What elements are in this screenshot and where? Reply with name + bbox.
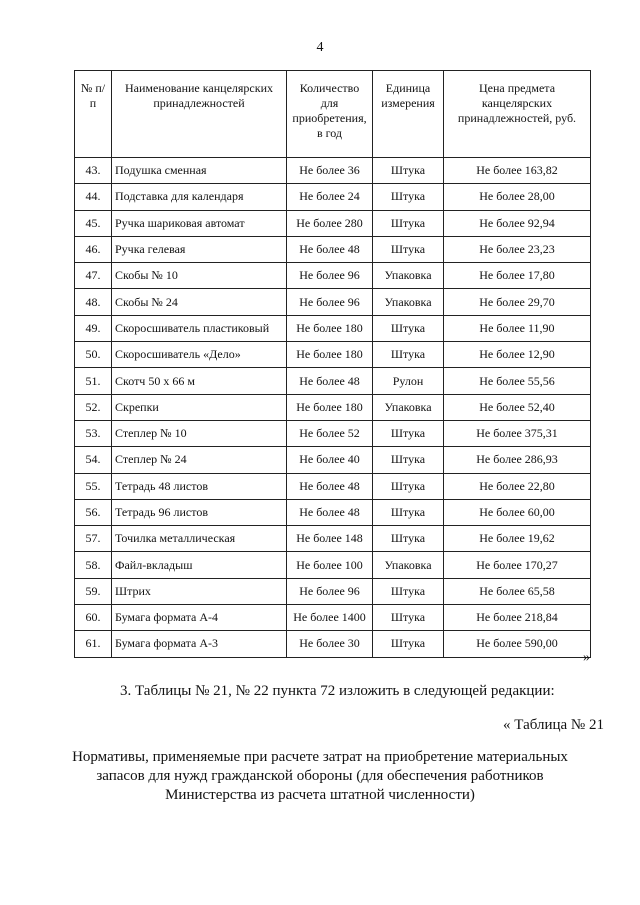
cell-name: Скоросшиватель «Дело»	[112, 342, 287, 368]
table-row	[75, 315, 591, 341]
table-body	[75, 158, 591, 658]
table-row	[75, 158, 591, 184]
cell-num: 60.	[75, 605, 112, 631]
cell-unit: Штука	[373, 184, 444, 210]
cell-name: Скоросшиватель пластиковый	[112, 315, 287, 341]
cell-price: Не более 19,62	[444, 526, 591, 552]
cell-qty: Не более 96	[287, 263, 373, 289]
table-row	[75, 526, 591, 552]
header-name: Наименование канцелярских принадлежностей	[112, 71, 287, 158]
table-row	[75, 236, 591, 262]
cell-unit: Штука	[373, 236, 444, 262]
cell-num: 58.	[75, 552, 112, 578]
cell-price: Не более 375,31	[444, 420, 591, 446]
cell-unit: Штука	[373, 473, 444, 499]
cell-unit: Штука	[373, 342, 444, 368]
cell-unit: Штука	[373, 158, 444, 184]
cell-qty: Не более 48	[287, 499, 373, 525]
table-row	[75, 368, 591, 394]
cell-qty: Не более 180	[287, 394, 373, 420]
table-row	[75, 447, 591, 473]
cell-num: 57.	[75, 526, 112, 552]
cell-unit: Упаковка	[373, 552, 444, 578]
cell-qty: Не более 180	[287, 315, 373, 341]
cell-price: Не более 17,80	[444, 263, 591, 289]
cell-name: Файл-вкладыш	[112, 552, 287, 578]
cell-price: Не более 92,94	[444, 210, 591, 236]
cell-num: 52.	[75, 394, 112, 420]
cell-num: 59.	[75, 578, 112, 604]
header-qty: Количество для приобретения, в год	[287, 71, 373, 158]
cell-num: 54.	[75, 447, 112, 473]
table-row	[75, 605, 591, 631]
table-label: « Таблица № 21	[503, 717, 604, 733]
cell-name: Скотч 50 х 66 м	[112, 368, 287, 394]
cell-unit: Упаковка	[373, 289, 444, 315]
cell-unit: Штука	[373, 526, 444, 552]
cell-num: 56.	[75, 499, 112, 525]
cell-num: 45.	[75, 210, 112, 236]
cell-price: Не более 55,56	[444, 368, 591, 394]
cell-qty: Не более 40	[287, 447, 373, 473]
cell-name: Ручка гелевая	[112, 236, 287, 262]
cell-name: Скрепки	[112, 394, 287, 420]
cell-unit: Штука	[373, 631, 444, 657]
cell-price: Не более 22,80	[444, 473, 591, 499]
cell-num: 49.	[75, 315, 112, 341]
instruction-paragraph: 3. Таблицы № 21, № 22 пункта 72 изложить в следующей редакции:	[120, 683, 555, 699]
cell-unit: Рулон	[373, 368, 444, 394]
cell-num: 61.	[75, 631, 112, 657]
cell-unit: Упаковка	[373, 263, 444, 289]
table-row	[75, 631, 591, 657]
cell-qty: Не более 48	[287, 368, 373, 394]
cell-num: 55.	[75, 473, 112, 499]
cell-price: Не более 163,82	[444, 158, 591, 184]
table-row	[75, 210, 591, 236]
header-unit: Единица измерения	[373, 71, 444, 158]
cell-name: Ручка шариковая автомат	[112, 210, 287, 236]
cell-qty: Не более 100	[287, 552, 373, 578]
closing-quote: »	[583, 650, 590, 665]
cell-unit: Упаковка	[373, 394, 444, 420]
cell-qty: Не более 96	[287, 289, 373, 315]
cell-num: 50.	[75, 342, 112, 368]
cell-name: Степлер № 24	[112, 447, 287, 473]
cell-price: Не более 11,90	[444, 315, 591, 341]
cell-unit: Штука	[373, 447, 444, 473]
cell-price: Не более 170,27	[444, 552, 591, 578]
cell-price: Не более 60,00	[444, 499, 591, 525]
cell-qty: Не более 48	[287, 473, 373, 499]
table-row	[75, 552, 591, 578]
cell-qty: Не более 52	[287, 420, 373, 446]
table-row	[75, 473, 591, 499]
table-row	[75, 263, 591, 289]
stationery-table	[74, 70, 591, 658]
table-row	[75, 394, 591, 420]
cell-name: Скобы № 10	[112, 263, 287, 289]
norms-title: Нормативы, применяемые при расчете затрат на приобретение материальных запасов для нужд гражданской обороны (для обеспечения работников Министерства из расчета штатной численности)	[72, 749, 568, 803]
cell-name: Скобы № 24	[112, 289, 287, 315]
cell-unit: Штука	[373, 210, 444, 236]
table-row	[75, 342, 591, 368]
cell-price: Не более 286,93	[444, 447, 591, 473]
cell-qty: Не более 36	[287, 158, 373, 184]
page-number: 4	[316, 40, 324, 55]
cell-qty: Не более 180	[287, 342, 373, 368]
table-row	[75, 184, 591, 210]
cell-price: Не более 65,58	[444, 578, 591, 604]
cell-qty: Не более 24	[287, 184, 373, 210]
cell-unit: Штука	[373, 499, 444, 525]
cell-price: Не более 218,84	[444, 605, 591, 631]
cell-price: Не более 29,70	[444, 289, 591, 315]
cell-qty: Не более 1400	[287, 605, 373, 631]
table-row	[75, 420, 591, 446]
cell-name: Степлер № 10	[112, 420, 287, 446]
table-row	[75, 289, 591, 315]
cell-name: Тетрадь 48 листов	[112, 473, 287, 499]
cell-num: 46.	[75, 236, 112, 262]
cell-num: 53.	[75, 420, 112, 446]
cell-qty: Не более 30	[287, 631, 373, 657]
header-num: № п/п	[75, 71, 112, 158]
cell-qty: Не более 96	[287, 578, 373, 604]
cell-unit: Штука	[373, 578, 444, 604]
cell-price: Не более 52,40	[444, 394, 591, 420]
cell-qty: Не более 280	[287, 210, 373, 236]
cell-price: Не более 23,23	[444, 236, 591, 262]
cell-unit: Штука	[373, 605, 444, 631]
cell-price: Не более 28,00	[444, 184, 591, 210]
cell-name: Подушка сменная	[112, 158, 287, 184]
cell-num: 47.	[75, 263, 112, 289]
cell-price: Не более 12,90	[444, 342, 591, 368]
cell-name: Точилка металлическая	[112, 526, 287, 552]
cell-name: Штрих	[112, 578, 287, 604]
cell-qty: Не более 148	[287, 526, 373, 552]
cell-name: Бумага формата А-4	[112, 605, 287, 631]
cell-num: 43.	[75, 158, 112, 184]
table-row	[75, 499, 591, 525]
cell-unit: Штука	[373, 420, 444, 446]
cell-name: Тетрадь 96 листов	[112, 499, 287, 525]
cell-num: 44.	[75, 184, 112, 210]
cell-name: Бумага формата А-3	[112, 631, 287, 657]
cell-num: 48.	[75, 289, 112, 315]
cell-num: 51.	[75, 368, 112, 394]
header-price: Цена предмета канцелярских принадлежностей, руб.	[444, 71, 591, 158]
table-row	[75, 578, 591, 604]
cell-price: Не более 590,00	[444, 631, 591, 657]
cell-unit: Штука	[373, 315, 444, 341]
cell-name: Подставка для календаря	[112, 184, 287, 210]
table-header-row	[75, 71, 591, 158]
cell-qty: Не более 48	[287, 236, 373, 262]
